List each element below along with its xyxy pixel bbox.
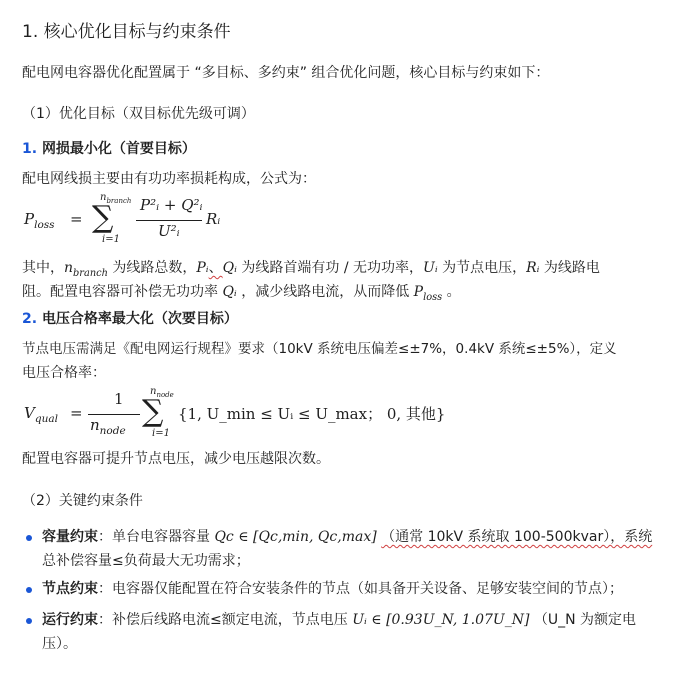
sum-symbol: ∑	[92, 200, 114, 235]
sum-upper-limit: $n_{branch}$	[100, 192, 132, 205]
goal1-title: 网损最小化（首要目标）	[41, 141, 196, 157]
capacity-math: Qc ∈ [Qc,min, Qc,max]	[214, 529, 377, 545]
sum-lower-limit: i=1	[102, 234, 120, 245]
goal2-heading	[22, 307, 670, 331]
var-ploss: $P_{loss}$	[413, 284, 443, 303]
fraction-line-2	[88, 414, 140, 415]
goal2-desc-line1: 节点电压需满足《配电网运行规程》要求（10kV 系统电压偏差≤±7%，0.4kV 系统≤±5%），定义	[22, 341, 617, 357]
frac-numerator: 1	[114, 390, 124, 408]
vqual-lhs: $V_{qual}$	[24, 404, 58, 425]
var-n-branch: $n_{branch}$	[64, 260, 108, 279]
goal2-number: 2.	[22, 311, 38, 327]
sum-symbol-2: ∑	[142, 394, 164, 429]
frac-denominator: $n_{node}$	[90, 416, 126, 437]
sum-lower-limit-2: i=1	[152, 428, 170, 439]
subsection-title-constraints: （2）关键约束条件	[22, 493, 143, 509]
goal1-heading	[22, 137, 670, 161]
section-heading: 1. 核心优化目标与约束条件	[22, 22, 231, 42]
goal1-description: 配电网线损主要由有功功率损耗构成，公式为：	[22, 171, 316, 187]
var-q2: Qᵢ	[222, 284, 237, 300]
subsection-title-objectives: （1）优化目标（双目标优先级可调）	[22, 106, 255, 122]
fraction-line	[136, 220, 202, 221]
piecewise-body: {1, U_min ≤ Uᵢ ≤ U_max； 0, 其他}	[178, 405, 446, 423]
intro-paragraph: 配电网电容器优化配置属于 “多目标、多约束” 组合优化问题，核心目标与约束如下：	[22, 65, 550, 81]
constraint-node: 节点约束：电容器仅能配置在符合安装条件的节点（如具备开关设备、足够安装空间的节点）；	[42, 581, 623, 597]
goal2-after: 配置电容器可提升节点电压，减少电压越限次数。	[22, 451, 330, 467]
voltage-math: Uᵢ ∈ [0.93U_N, 1.07U_N]	[352, 612, 530, 628]
goal2-desc-line2: 电压合格率：	[22, 365, 106, 381]
goal2-title: 电压合格率最大化（次要目标）	[41, 311, 238, 327]
constraint-operation: 运行约束：补偿后线路电流≤额定电流，节点电压 Uᵢ ∈ [0.93U_N, 1.07U_N] （U_N 为额定电 压）。	[42, 612, 637, 652]
ploss-lhs: $P_{loss}$	[24, 210, 55, 231]
vqual-formula	[22, 386, 446, 446]
var-q: Qᵢ	[222, 260, 237, 276]
goal1-explain-line1: 其中，$n_{branch}$ 为线路总数，Pᵢ、Qᵢ 为线路首端有功 / 无功功率，Uᵢ 为节点电压，Rᵢ 为线路电	[22, 260, 600, 279]
goal1-number: 1.	[22, 141, 38, 157]
ploss-formula	[22, 192, 222, 252]
equals-sign: =	[70, 210, 83, 228]
formula-tail: Rᵢ	[206, 210, 221, 228]
equals-sign-2: =	[70, 404, 83, 422]
formula-denominator: U²ᵢ	[158, 222, 180, 240]
var-r: Rᵢ	[526, 260, 540, 276]
var-u: Uᵢ	[423, 260, 438, 276]
var-p: Pᵢ	[196, 260, 209, 276]
constraint-capacity: 容量约束：单台电容器容量 Qc ∈ [Qc,min, Qc,max] （通常 10kV 系统取 100-500kvar），系统 总补偿容量≤负荷最大无功需求；	[42, 529, 653, 569]
sum-upper-limit-2: $n_{node}$	[150, 386, 174, 399]
formula-numerator: P²ᵢ + Q²ᵢ	[140, 196, 203, 214]
goal1-explain-line2: 阻。配置电容器可补偿无功功率 Qᵢ ，减少线路电流，从而降低 $P_{loss}$ 。	[22, 284, 461, 303]
